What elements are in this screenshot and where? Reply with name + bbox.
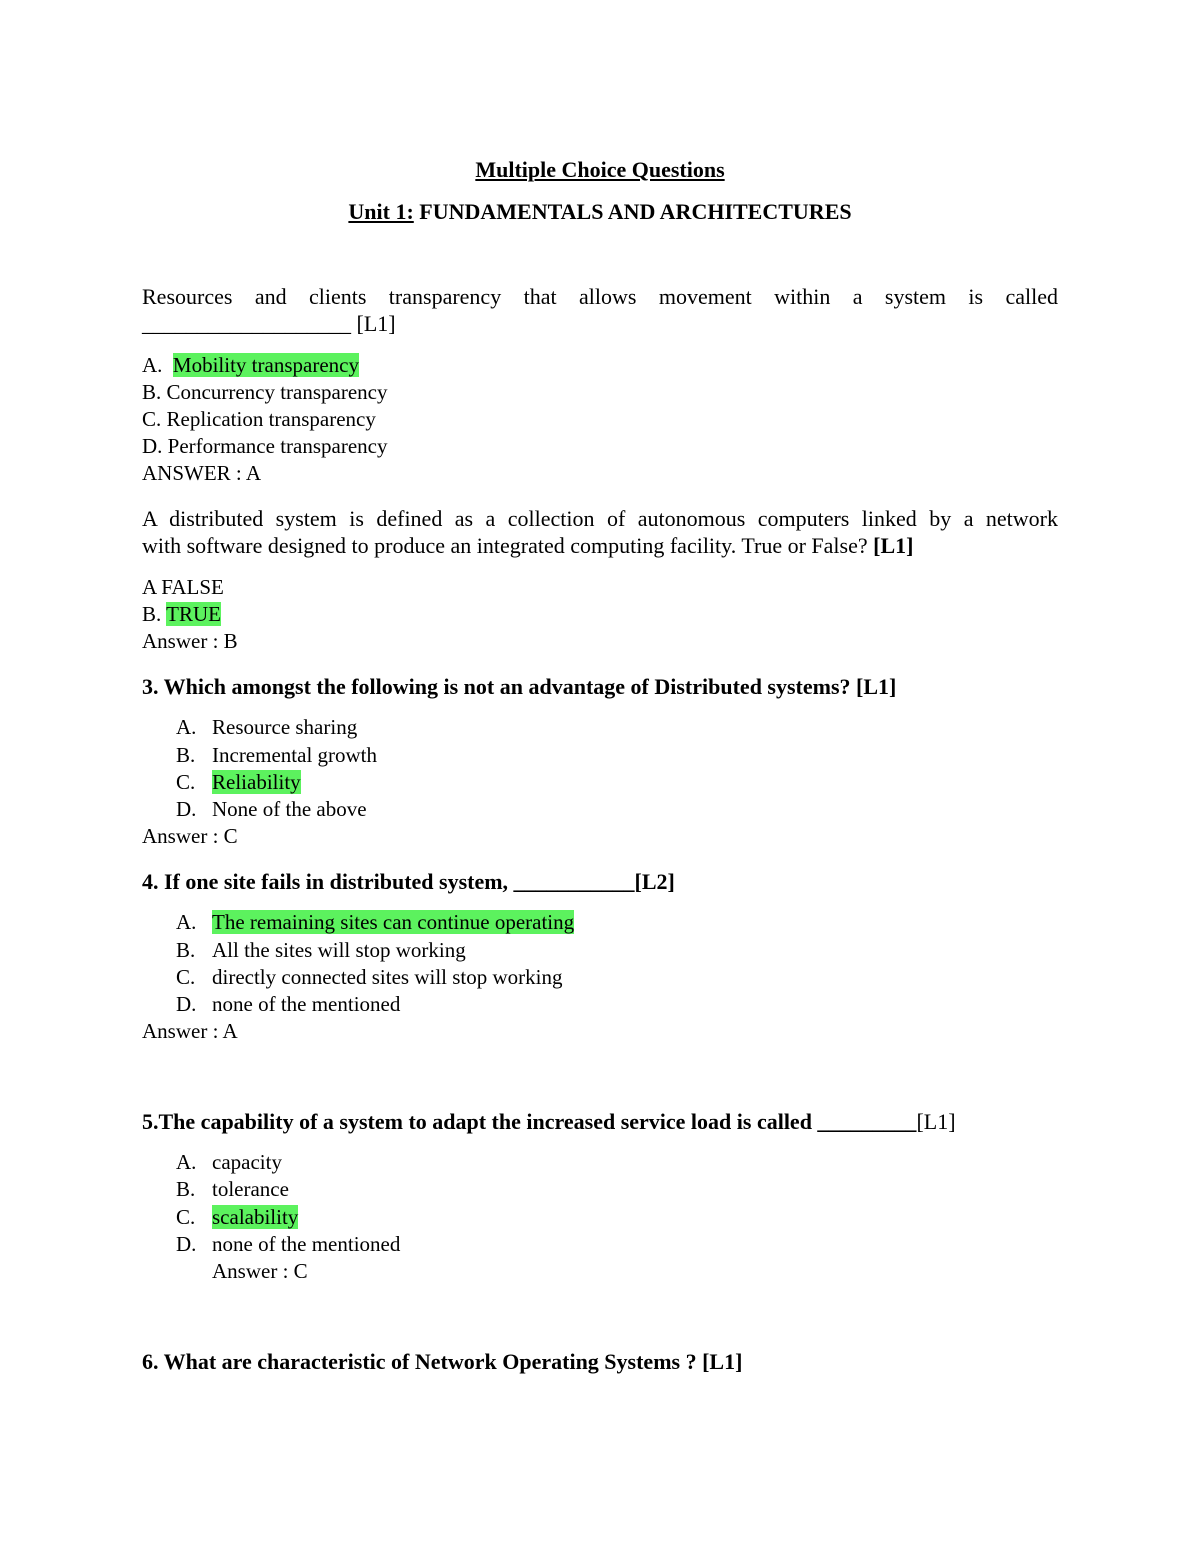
q5-text: 5.The capability of a system to adapt the increased service load is called _________ [142,1109,917,1134]
q5-option-c [176,1204,298,1230]
option-text: Incremental growth [212,743,378,767]
option-text: tolerance [212,1177,289,1201]
q2-option-b [142,601,221,627]
q5-option-a [176,1149,282,1175]
option-letter: D. [176,797,197,821]
q4-option-d [176,991,400,1017]
q2-option-a [142,574,224,600]
q4-option-b [176,937,466,963]
option-text: TRUE [166,602,221,626]
q4-option-c [176,964,563,990]
option-letter: C. [142,407,162,431]
q5-option-b [176,1176,289,1202]
q2-level: [L1] [867,533,914,558]
q1-text-line2: ___________________ [L1] [142,311,396,336]
q3-option-a [176,714,357,740]
q1-text-line1: Resources and clients transparency that allows movement within a system is called [142,284,1058,309]
option-letter: D. [176,1232,197,1256]
q4-text: 4. If one site fails in distributed system, ___________[L2] [142,869,675,894]
option-text: Concurrency transparency [166,380,388,404]
q2-answer: Answer : B [142,629,238,653]
q5-option-d [176,1231,400,1257]
unit-label: Unit 1: [348,199,414,224]
q5-level: [L1] [916,1109,956,1134]
option-text: None of the above [212,797,367,821]
option-text: The remaining sites can continue operating [212,910,575,934]
option-letter: A. [142,353,163,377]
option-text: capacity [212,1150,282,1174]
option-text: Reliability [212,770,301,794]
option-letter: D. [176,992,197,1016]
q6-text: 6. What are characteristic of Network Operating Systems ? [L1] [142,1349,743,1374]
q2-text-line2 [142,532,913,559]
q3-answer: Answer : C [142,824,238,848]
option-letter: A [142,575,157,599]
q3-option-b [176,742,377,768]
option-text: All the sites will stop working [212,938,466,962]
option-letter: B. [142,602,162,626]
q3-option-c [176,769,301,795]
q4-answer: Answer : A [142,1019,238,1043]
q5-text-line [142,1108,956,1135]
option-text: none of the mentioned [212,992,401,1016]
option-letter: B. [176,1177,196,1201]
option-letter: C. [176,965,196,989]
q3-text: 3. Which amongst the following is not an advantage of Distributed systems? [L1] [142,674,897,699]
q1-option-c [142,406,376,432]
q3-option-d [176,796,367,822]
option-letter: C. [176,1205,196,1229]
option-letter: A. [176,1150,197,1174]
option-letter: B. [142,380,162,404]
q5-answer: Answer : C [212,1259,308,1283]
option-text: FALSE [161,575,224,599]
option-text: none of the mentioned [212,1232,401,1256]
option-text: Performance transparency [167,434,388,458]
option-text: Resource sharing [212,715,358,739]
q1-option-a [142,352,359,378]
option-text: directly connected sites will stop working [212,965,563,989]
option-text: scalability [212,1205,299,1229]
option-letter: D. [142,434,163,458]
q1-option-d [142,433,387,459]
q1-option-b [142,379,388,405]
q4-option-a [176,909,574,935]
option-text: Replication transparency [166,407,376,431]
option-letter: B. [176,938,196,962]
q1-answer: ANSWER : A [142,461,262,485]
unit-heading [0,199,1200,225]
option-letter: A. [176,910,197,934]
option-letter: C. [176,770,196,794]
option-letter: A. [176,715,197,739]
q2-text: with software designed to produce an integrated computing facility. True or False? [142,533,868,558]
unit-title: FUNDAMENTALS AND ARCHITECTURES [413,199,852,224]
option-letter: B. [176,743,196,767]
page-title: Multiple Choice Questions [475,157,725,182]
q2-text-line1: A distributed system is defined as a collection of autonomous computers linked by a network [142,506,1058,531]
option-text: Mobility transparency [172,353,359,377]
